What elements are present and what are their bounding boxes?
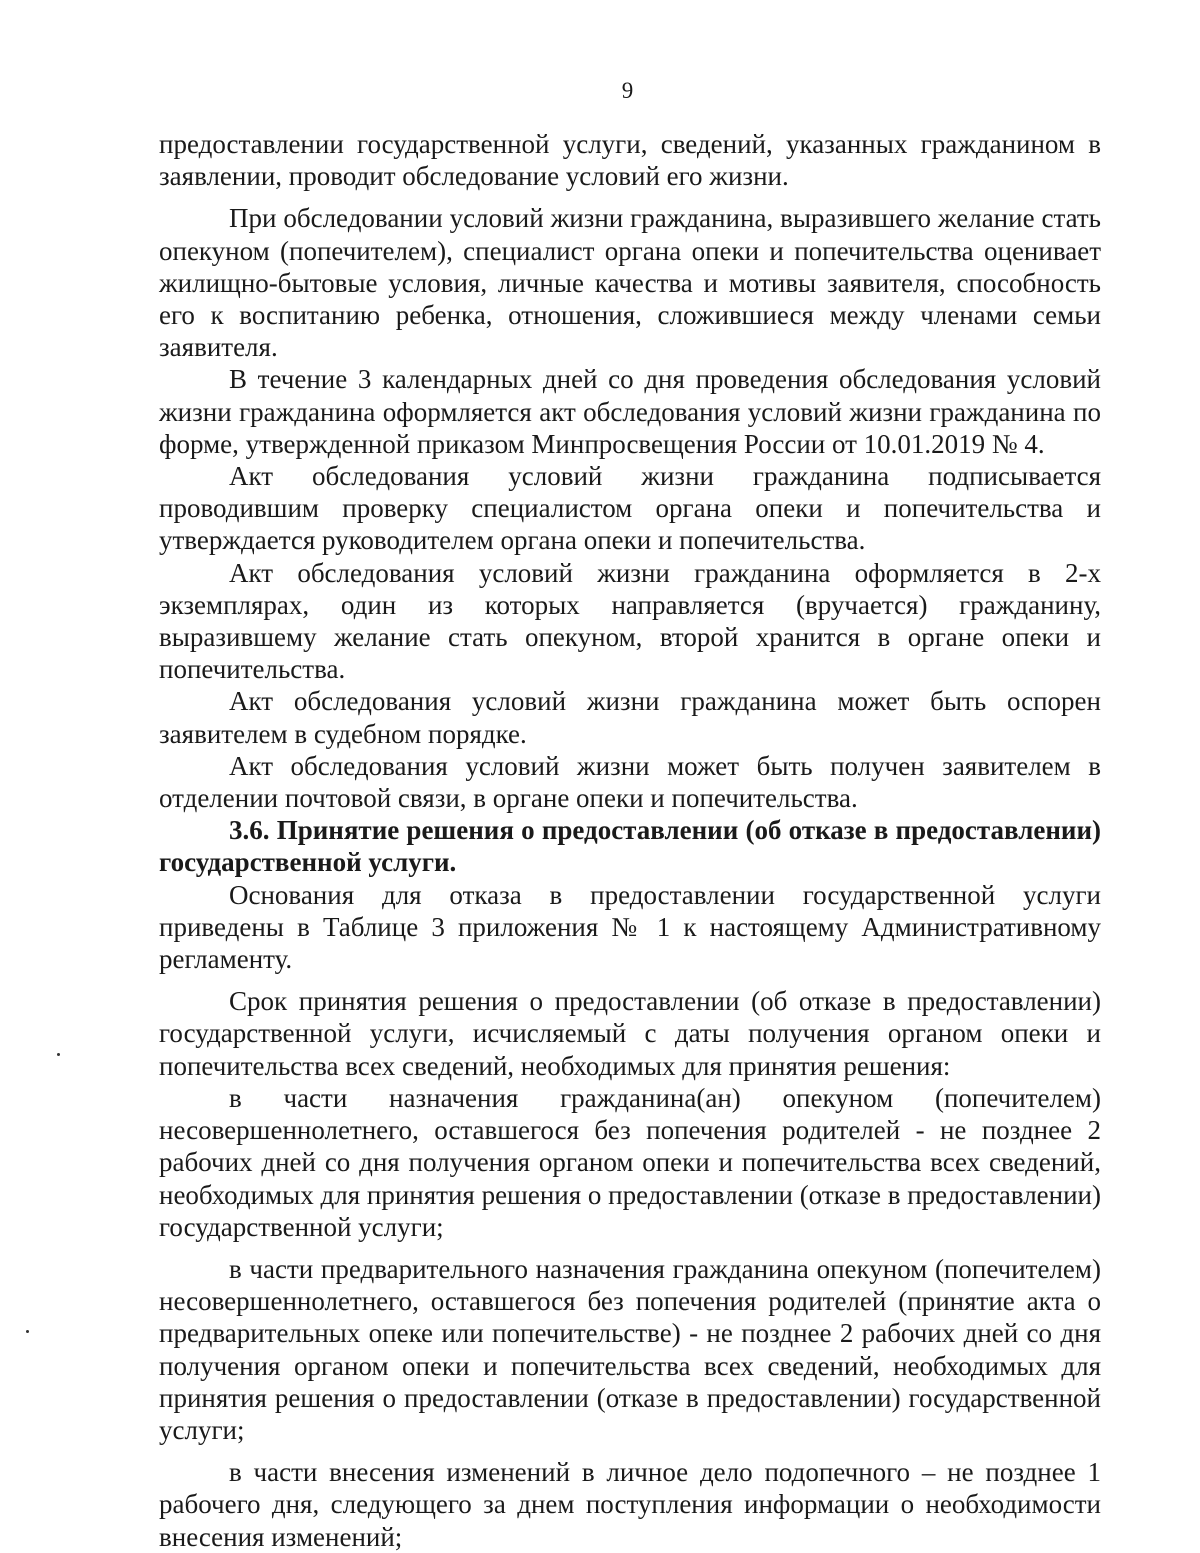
paragraph-act-signing: Акт обследования условий жизни гражданина подписывается проводившим проверку специалистом органа опеки и попечительства и утверждается руководителем органа опеки и попечительства. — [159, 461, 1101, 556]
scan-speck — [26, 1330, 29, 1333]
paragraph-act-appeal: Акт обследования условий жизни гражданина может быть оспорен заявителем в судебном порядке. — [159, 686, 1101, 749]
paragraph-continuation: предоставлении государственной услуги, сведений, указанных гражданином в заявлении, проводит обследование условий его жизни. — [159, 129, 1101, 192]
paragraph-act-issuance: В течение 3 календарных дней со дня проведения обследования условий жизни гражданина оформляется акт обследования условий жизни гражданина по форме, утвержденной приказом Минпросвещения России от 10.01.2019 № 4. — [159, 364, 1101, 459]
page-number: 9 — [621, 78, 634, 103]
paragraph-term-changes: в части внесения изменений в личное дело подопечного – не позднее 1 рабочего дня, следующего за днем поступления информации о необходимости внесения изменений; — [159, 1457, 1101, 1552]
document-body — [159, 128, 1101, 1553]
paragraph-term-appointment: в части назначения гражданина(ан) опекуном (попечителем) несовершеннолетнего, оставшегося без попечения родителей - не позднее 2 рабочих дней со дня получения органом опеки и попечительства всех сведений, необходимых для принятия решения о предоставлении (отказе в предоставлении) государственной услуги; — [159, 1082, 1101, 1242]
section-heading-3-6: 3.6. Принятие решения о предоставлении (об отказе в предоставлении) государственной услуги. — [159, 815, 1101, 878]
scan-speck — [57, 1053, 60, 1056]
paragraph-refusal-grounds: Основания для отказа в предоставлении государственной услуги приведены в Таблице 3 приложения № 1 к настоящему Административному регламенту. — [159, 879, 1101, 975]
paragraph-act-copies: Акт обследования условий жизни гражданина оформляется в 2-х экземплярах, один из которых направляется (вручается) гражданину, выразившему желание стать опекуном, второй хранится в органе опеки и попечительства. — [159, 557, 1101, 685]
paragraph-inspection-assessment: При обследовании условий жизни гражданина, выразившего желание стать опекуном (попечителем), специалист органа опеки и попечительства оценивает жилищно-бытовые условия, личные качества и мотивы заявителя, способность его к воспитанию ребенка, отношения, сложившиеся между членами семьи заявителя. — [159, 203, 1101, 363]
paragraph-act-receipt: Акт обследования условий жизни может быть получен заявителем в отделении почтовой связи, в органе опеки и попечительства. — [159, 750, 1101, 814]
paragraph-term-preliminary: в части предварительного назначения гражданина опекуном (попечителем) несовершеннолетнего, оставшегося без попечения родителей (принятие акта о предварительных опеке или попечительстве) - не позднее 2 рабочих дней со дня получения органом опеки и попечительства всех сведений, необходимых для принятия решения о предоставлении (отказе в предоставлении) государственной услуги; — [159, 1253, 1101, 1445]
paragraph-decision-term: Срок принятия решения о предоставлении (об отказе в предоставлении) государственной услуги, исчисляемый с даты получения органом опеки и попечительства всех сведений, необходимых для принятия решения: — [159, 986, 1101, 1081]
